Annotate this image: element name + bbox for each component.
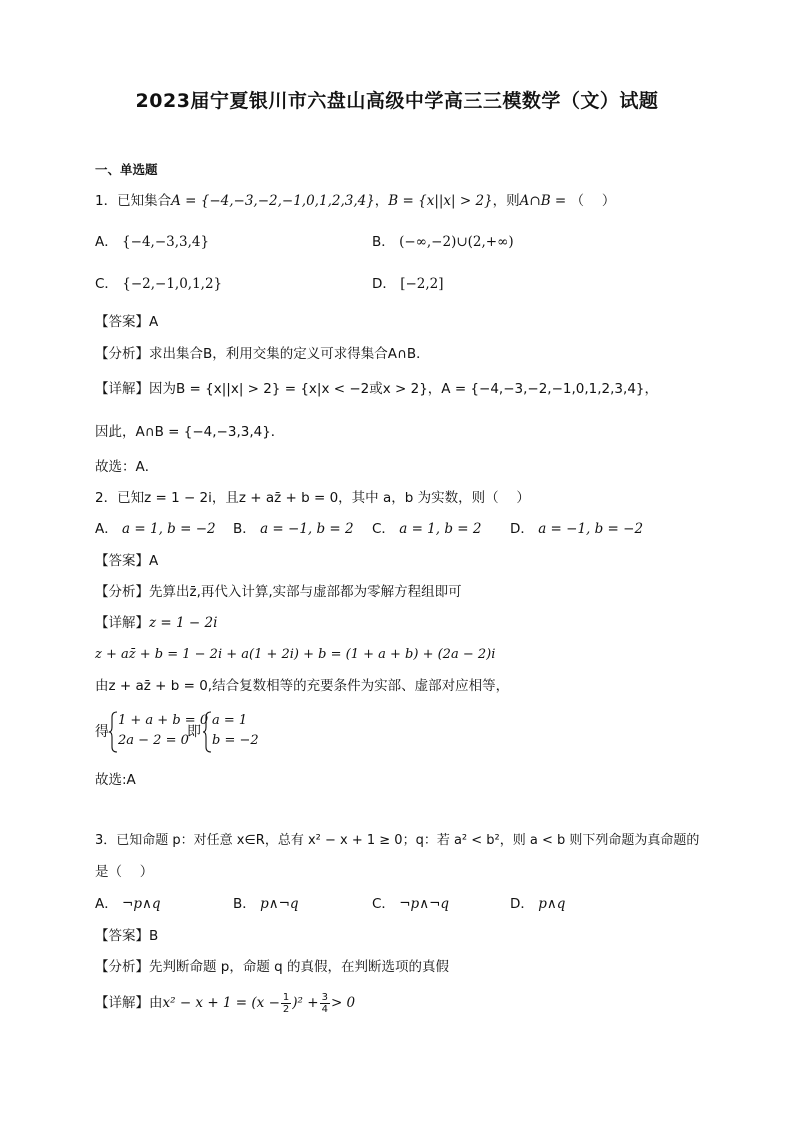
q2-sys1-eq2: 2a − 2 = 0 xyxy=(118,733,189,748)
q2-sys2-eq2: b = −2 xyxy=(212,733,259,748)
option-text: {−2,−1,0,1,2} xyxy=(122,276,223,292)
answer-value: B xyxy=(149,928,159,944)
option-letter: C． xyxy=(95,276,118,292)
q2-analysis xyxy=(95,582,462,602)
option-text: a = 1, b = −2 xyxy=(122,521,216,537)
q1-option-b xyxy=(372,232,514,252)
detail-mid: )² + xyxy=(292,995,319,1011)
q3-detail xyxy=(95,990,355,1016)
q2-option-b xyxy=(233,519,354,539)
q3-stem-2: 是（ ） xyxy=(95,864,154,880)
option-text: (−∞,−2)∪(2,+∞) xyxy=(399,234,514,250)
q2-sys2-eq1: a = 1 xyxy=(212,713,248,728)
option-text: {−4,−3,3,4} xyxy=(122,234,210,250)
q2-stem: 2．已知z = 1 − 2i，且z + az̄ + b = 0，其中 a，b 为实数，则（ ） xyxy=(95,490,530,506)
q1-set-b: B = {x||x| > 2} xyxy=(388,193,493,209)
section-heading: 一、单选题 xyxy=(95,162,158,177)
fraction-half xyxy=(281,992,291,1015)
answer-label: 【答案】 xyxy=(95,314,149,330)
q3-option-b xyxy=(233,894,299,914)
q3-stem-1: 3．已知命题 p：对任意 x∈R，总有 x² − x + 1 ≥ 0；q：若 a² < b²，则 a < b 则下列命题为真命题的 xyxy=(95,833,700,848)
analysis-label: 【分析】 xyxy=(95,346,149,362)
option-text: p∧¬q xyxy=(260,896,299,912)
q2-conclusion: 故选:A xyxy=(95,772,136,788)
q3-analysis xyxy=(95,957,449,977)
analysis-text: 求出集合B，利用交集的定义可求得集合A∩B． xyxy=(149,346,430,362)
q2-detail xyxy=(95,613,217,633)
fraction-numerator: 1 xyxy=(282,991,290,1003)
q1-stem-suffix: ，则 xyxy=(492,193,520,209)
option-letter: A． xyxy=(95,234,118,250)
analysis-text: 先算出z̄,再代入计算,实部与虚部都为零解方程组即可 xyxy=(149,584,462,600)
option-letter: B． xyxy=(233,896,256,912)
detail-label: 【详解】 xyxy=(95,615,149,631)
detail-prefix: 由 xyxy=(149,995,163,1011)
q2-option-c xyxy=(372,519,481,539)
answer-value: A xyxy=(149,314,159,330)
fraction-numerator: 3 xyxy=(321,991,328,1003)
option-text: a = −1, b = −2 xyxy=(538,521,644,537)
q1-paren: = （ ） xyxy=(550,193,616,209)
option-text: [−2,2] xyxy=(400,276,444,292)
q1-detail xyxy=(95,379,658,399)
option-letter: A． xyxy=(95,521,118,537)
analysis-label: 【分析】 xyxy=(95,959,149,975)
q2-line-2: z + az̄ + b = 1 − 2i + a(1 + 2i) + b = (1 + a + b) + (2a − 2)i xyxy=(95,647,496,662)
detail-label: 【详解】 xyxy=(95,995,149,1011)
option-text: a = −1, b = 2 xyxy=(260,521,354,537)
q1-analysis xyxy=(95,344,430,364)
q2-sys1-eq1: 1 + a + b = 0 xyxy=(118,713,209,728)
option-letter: C． xyxy=(372,896,395,912)
detail-text: z = 1 − 2i xyxy=(149,615,218,631)
q3-option-c xyxy=(372,894,449,914)
q1-stem-prefix: 1．已知集合 xyxy=(95,193,172,209)
detail-label: 【详解】 xyxy=(95,381,149,397)
q2-answer xyxy=(95,551,158,571)
q1-conclusion: 故选：A． xyxy=(95,459,159,475)
q2-option-a xyxy=(95,519,216,539)
detail-rhs: > 0 xyxy=(330,995,356,1011)
analysis-text: 先判断命题 p，命题 q 的真假，在判断选项的真假 xyxy=(149,959,450,975)
q3-option-d xyxy=(510,894,565,914)
detail-lhs: x² − x + 1 = (x − xyxy=(162,995,280,1011)
fraction-denominator: 2 xyxy=(282,1003,290,1015)
q2-sys-mid: 即 xyxy=(187,724,201,740)
q1-stem xyxy=(95,191,615,211)
option-letter: D． xyxy=(510,521,534,537)
analysis-label: 【分析】 xyxy=(95,584,149,600)
q1-detail-2: 因此，A∩B = {−4,−3,3,4}． xyxy=(95,424,285,440)
q1-option-a xyxy=(95,232,209,252)
q2-line-3: 由z + az̄ + b = 0,结合复数相等的充要条件为实部、虚部对应相等， xyxy=(95,678,510,694)
q1-expr: A∩B xyxy=(519,193,551,209)
q1-sep: ， xyxy=(374,193,389,209)
option-letter: D． xyxy=(372,276,396,292)
q1-answer xyxy=(95,312,158,332)
q1-option-c xyxy=(95,274,222,294)
q3-answer xyxy=(95,926,158,946)
answer-label: 【答案】 xyxy=(95,928,149,944)
answer-label: 【答案】 xyxy=(95,553,149,569)
q2-option-d xyxy=(510,519,643,539)
option-letter: A． xyxy=(95,896,118,912)
detail-text: 因为B = {x||x| > 2} = {x|x < −2或x > 2}，A = {−4,−3,−2,−1,0,1,2,3,4}， xyxy=(149,381,658,397)
option-text: ¬p∧¬q xyxy=(399,896,450,912)
option-text: ¬p∧q xyxy=(122,896,161,912)
fraction-denominator: 4 xyxy=(321,1003,328,1015)
page-title: 2023届宁夏银川市六盘山高级中学高三三模数学（文）试题 xyxy=(135,90,659,112)
q2-sys-prefix: 得 xyxy=(95,724,109,740)
option-letter: C． xyxy=(372,521,395,537)
option-text: a = 1, b = 2 xyxy=(399,521,482,537)
answer-value: A xyxy=(149,553,159,569)
q1-option-d xyxy=(372,274,444,294)
q3-option-a xyxy=(95,894,161,914)
option-letter: B． xyxy=(372,234,395,250)
fraction-three-quarters xyxy=(320,992,330,1015)
option-letter: D． xyxy=(510,896,534,912)
q1-set-a: A = {−4,−3,−2,−1,0,1,2,3,4} xyxy=(171,193,375,209)
option-letter: B． xyxy=(233,521,256,537)
option-text: p∧q xyxy=(538,896,566,912)
